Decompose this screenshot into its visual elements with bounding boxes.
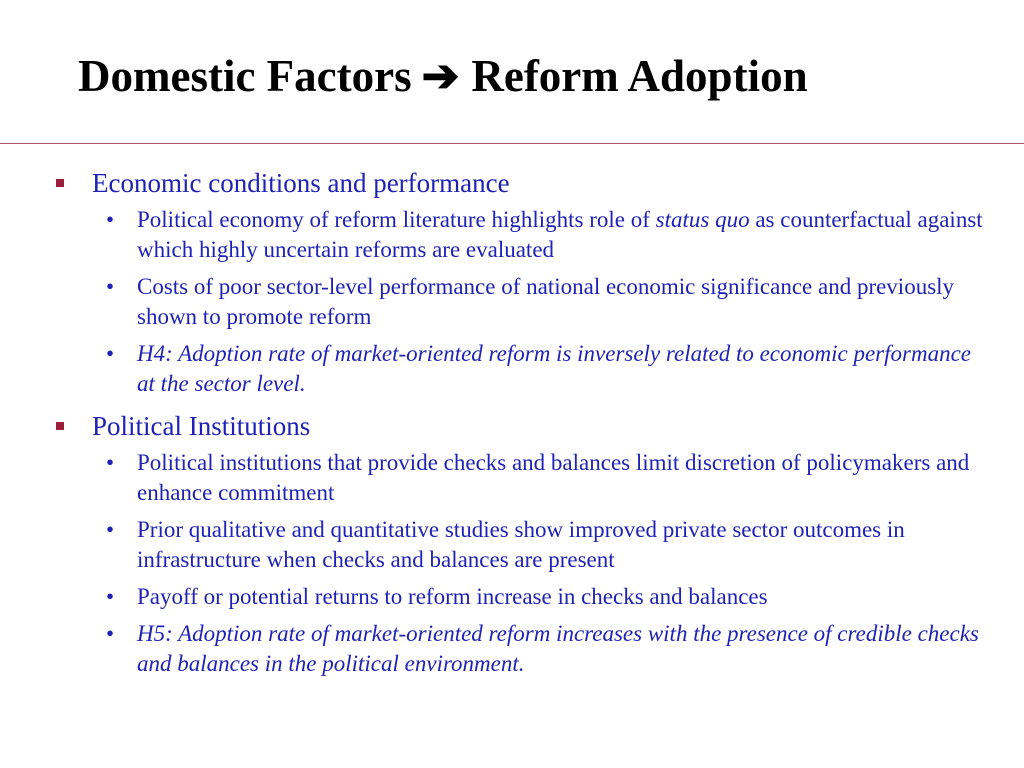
bullet-dot-icon: • [106,621,115,646]
square-bullet-icon [56,422,64,430]
bullet-item-hypothesis [0,339,1024,399]
bullet-text: Prior qualitative and quantitative studies show improved private sector outcomes in infrastructure when checks and balances are present [137,517,905,572]
bullet-item-hypothesis [0,619,1024,679]
bullet-dot-icon: • [106,207,115,232]
section-heading-text: Economic conditions and performance [92,168,510,198]
bullet-text: Political economy of reform literature highlights role of [137,207,656,232]
section-heading-institutions [0,409,1024,443]
bullet-item [0,515,1024,575]
bullet-dot-icon: • [106,274,115,299]
title-divider [0,143,1024,144]
hypothesis-text: H5: Adoption rate of market-oriented reform increases with the presence of credible checks and balances in the political environment. [137,621,979,676]
bullet-dot-icon: • [106,517,115,542]
bullet-text: Political institutions that provide checks and balances limit discretion of policymakers and enhance commitment [137,450,970,505]
bullet-emphasis: status quo [655,207,750,232]
bullet-item [0,448,1024,508]
bullet-text: Costs of poor sector-level performance of national economic significance and previously shown to promote reform [137,274,955,329]
slide-body [0,166,1024,679]
bullet-dot-icon: • [106,584,115,609]
bullet-item [0,205,1024,265]
title-left: Domestic Factors [78,51,412,101]
slide-title [78,46,808,106]
section-heading-text: Political Institutions [92,411,311,441]
bullet-dot-icon: • [106,341,115,366]
bullet-item [0,582,1024,612]
bullet-text: Payoff or potential returns to reform increase in checks and balances [137,584,768,609]
title-right: Reform Adoption [471,51,808,101]
bullet-item [0,272,1024,332]
bullet-text: as counterfactual against which highly uncertain reforms are evaluated [137,207,983,262]
hypothesis-text: H4: Adoption rate of market-oriented reform is inversely related to economic performance at the sector level. [137,341,971,396]
section-heading-economic [0,166,1024,200]
right-arrow-icon: ➔ [421,51,460,101]
bullet-dot-icon: • [106,450,115,475]
square-bullet-icon [56,179,64,187]
